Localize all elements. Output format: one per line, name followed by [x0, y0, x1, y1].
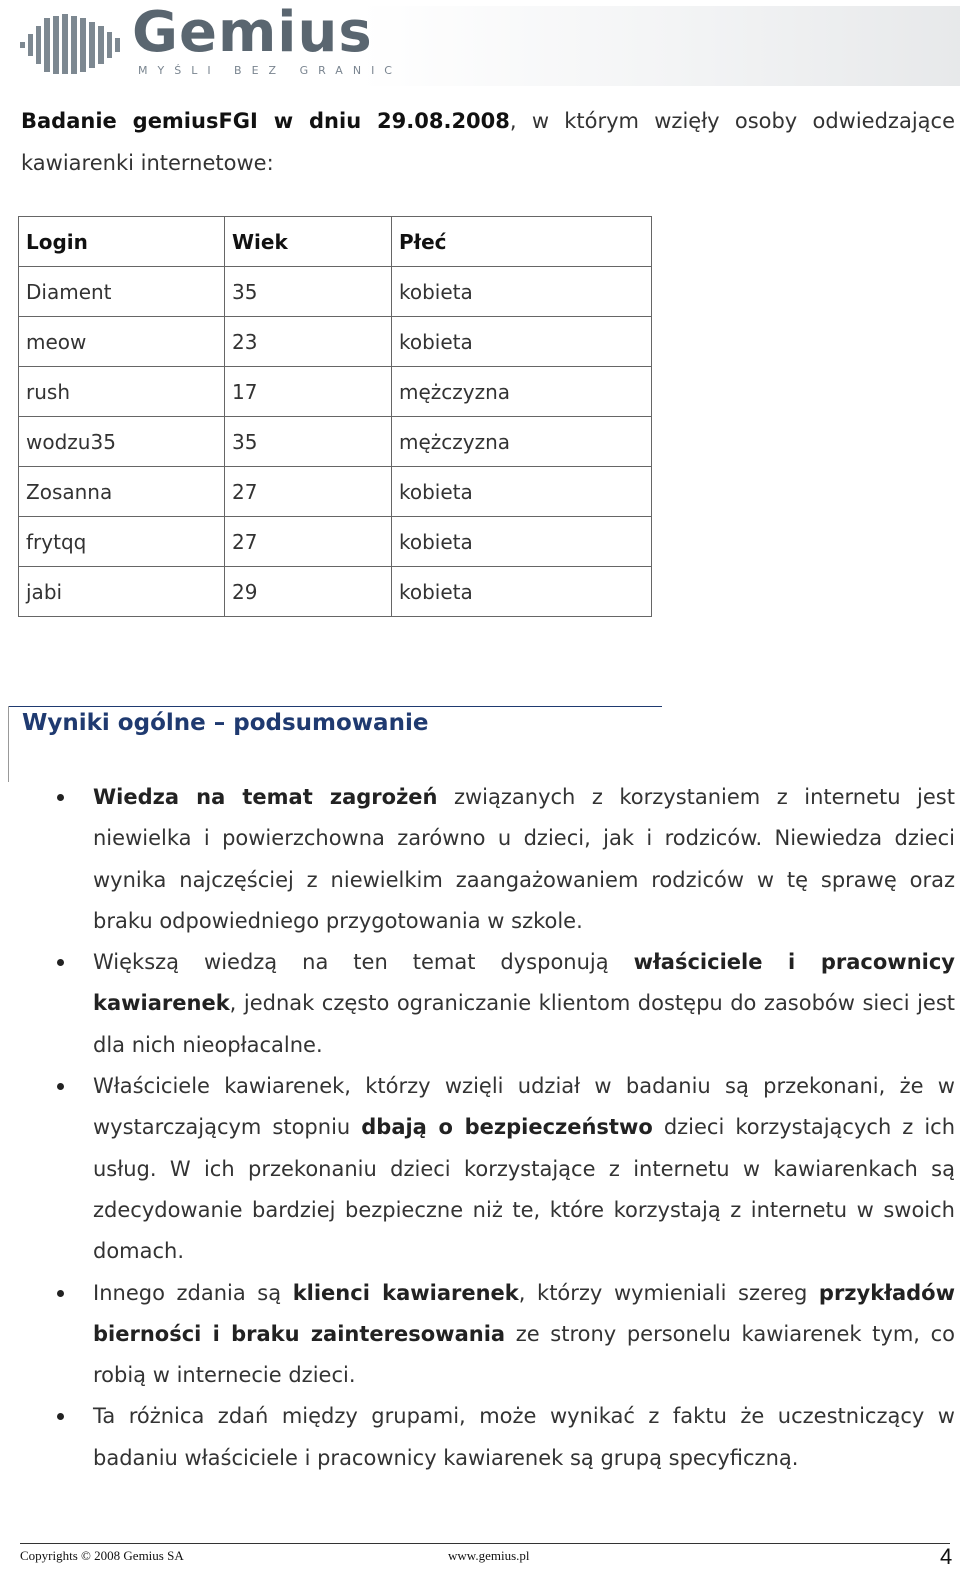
gemius-logo [20, 0, 960, 86]
cell-login: rush [19, 367, 225, 417]
logo-wordmark: Gemius [132, 0, 373, 65]
table-row [19, 567, 652, 617]
bullet-emphasis: przykładów bierności i braku zainteresowania [93, 1280, 955, 1346]
intro-bold: Badanie gemiusFGI w dniu 29.08.2008 [21, 109, 510, 133]
summary-bullet-list [55, 777, 955, 1479]
cell-login: Zosanna [19, 467, 225, 517]
table-row [19, 467, 652, 517]
cell-login: meow [19, 317, 225, 367]
cell-age: 27 [225, 517, 392, 567]
cell-age: 27 [225, 467, 392, 517]
footer-rule [20, 1543, 950, 1544]
bullet-emphasis: klienci kawiarenek [292, 1280, 519, 1305]
header-age: Wiek [225, 217, 392, 267]
bullet-text: Ta różnica zdań między grupami, może wynikać z faktu że uczestniczący w badaniu właściciele i pracownicy kawiarenek są grupą specyficzną. [93, 1404, 955, 1470]
cell-login: jabi [19, 567, 225, 617]
intro-paragraph [21, 100, 955, 184]
list-item [55, 777, 955, 942]
bullet-text: Większą wiedzą na ten temat dysponują [93, 950, 634, 975]
header-login: Login [19, 217, 225, 267]
table-row [19, 267, 652, 317]
bullet-text: dzieci korzystających z ich usług. W ich przekonaniu dzieci korzystające z internetu w kawiarenkach są zdecydowanie bardziej bezpieczne niż te, które korzystają z internetu w swoich domach. [93, 1115, 956, 1264]
cell-login: Diament [19, 267, 225, 317]
table-row [19, 367, 652, 417]
cell-gender: kobieta [392, 317, 652, 367]
cell-gender: kobieta [392, 517, 652, 567]
cell-login: wodzu35 [19, 417, 225, 467]
list-item [55, 942, 955, 1066]
list-item [55, 1396, 955, 1479]
bullet-emphasis: właściciele i pracownicy kawiarenek [93, 950, 955, 1016]
bullet-emphasis: dbają o bezpieczeństwo [361, 1115, 653, 1140]
table-header-row [19, 217, 652, 267]
cell-age: 23 [225, 317, 392, 367]
cell-gender: kobieta [392, 267, 652, 317]
intro-rest: , w którym wzięły osoby odwiedzające kawiarenki internetowe: [21, 109, 955, 175]
section-heading: Wyniki ogólne – podsumowanie [22, 710, 429, 736]
table-row [19, 317, 652, 367]
cell-login: frytqq [19, 517, 225, 567]
section-rule [8, 706, 662, 707]
list-item [55, 1066, 955, 1272]
list-item [55, 1273, 955, 1397]
cell-gender: mężczyzna [392, 367, 652, 417]
bullet-text: ze strony personelu kawiarenek tym, co robią w internecie dzieci. [93, 1321, 956, 1388]
cell-gender: mężczyzna [392, 417, 652, 467]
logo-background-band [360, 6, 960, 86]
bullet-text: Właściciele kawiarenek, którzy wzięli udział w badaniu są przekonani, że w wystarczającym stopniu [93, 1074, 955, 1140]
bullet-text: , którzy wymieniali szereg [518, 1280, 819, 1305]
table-row [19, 417, 652, 467]
page-number: 4 [940, 1544, 953, 1569]
table-row [19, 517, 652, 567]
cell-gender: kobieta [392, 567, 652, 617]
section-rule-left [8, 706, 9, 782]
cell-gender: kobieta [392, 467, 652, 517]
cell-age: 29 [225, 567, 392, 617]
bullet-text: związanych z korzystaniem z internetu jest niewielka i powierzchowna zarówno u dzieci, jak i rodziców. Niewiedza dzieci wynika najczęściej z niewielkim zaangażowaniem rodziców w tę sprawę oraz braku odpowiedniego przygotowania w szkole. [93, 785, 955, 933]
header-gender: Płeć [392, 217, 652, 267]
footer-copyright: Copyrights © 2008 Gemius SA [20, 1548, 184, 1563]
cell-age: 35 [225, 267, 392, 317]
bullet-text: Innego zdania są [93, 1280, 293, 1305]
bullet-emphasis: Wiedza na temat zagrożeń [93, 785, 438, 809]
participants-table [18, 216, 652, 617]
bullet-text: , jednak często ograniczanie klientom dostępu do zasobów sieci jest dla nich nieopłacalne. [93, 991, 955, 1057]
cell-age: 35 [225, 417, 392, 467]
logo-bars-icon [20, 12, 130, 76]
footer-website: www.gemius.pl [448, 1548, 530, 1563]
cell-age: 17 [225, 367, 392, 417]
logo-tagline: MYŚLI BEZ GRANIC [138, 64, 402, 77]
